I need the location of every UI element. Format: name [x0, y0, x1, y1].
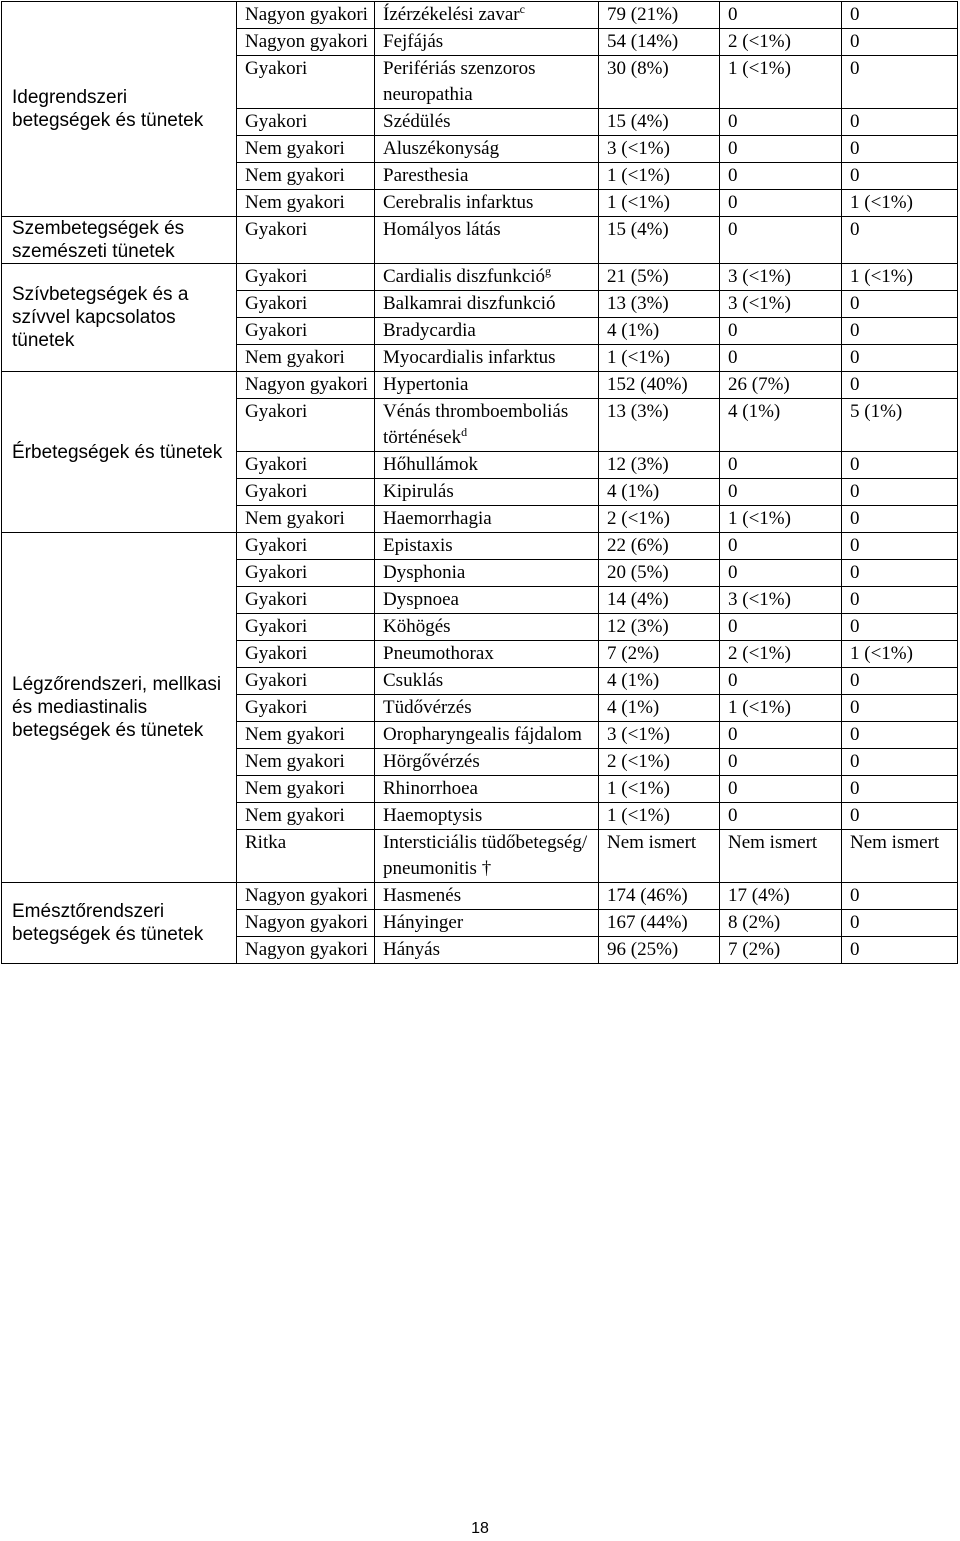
count-cell-1: 22 (6%) — [599, 533, 720, 560]
count-cell-2: 0 — [720, 749, 842, 776]
count-cell-3: 5 (1%) — [842, 399, 958, 452]
count-cell-1: 15 (4%) — [599, 217, 720, 264]
adverse-event-cell — [375, 587, 599, 614]
count-cell-2: 3 (<1%) — [720, 264, 842, 291]
table-row — [2, 533, 958, 560]
adverse-event-name: Csuklás — [383, 670, 444, 691]
frequency-cell: Gyakori — [237, 318, 375, 345]
adverse-event-name: Aluszékonyság — [383, 138, 500, 159]
adverse-event-name: Hypertonia — [383, 374, 469, 395]
count-cell-2: 0 — [720, 452, 842, 479]
frequency-cell: Gyakori — [237, 217, 375, 264]
frequency-cell: Nem gyakori — [237, 163, 375, 190]
count-cell-2: 0 — [720, 803, 842, 830]
table-body — [2, 2, 958, 964]
table-row — [2, 372, 958, 399]
adverse-event-cell — [375, 372, 599, 399]
adverse-event-cell — [375, 56, 599, 109]
adverse-event-name: Kipirulás — [383, 481, 454, 502]
adverse-event-cell — [375, 695, 599, 722]
count-cell-1: Nem ismert — [599, 830, 720, 883]
count-cell-2: Nem ismert — [720, 830, 842, 883]
organ-class-cell: Érbetegségek és tünetek — [2, 372, 237, 533]
frequency-cell: Gyakori — [237, 264, 375, 291]
count-cell-2: 1 (<1%) — [720, 56, 842, 109]
frequency-cell: Gyakori — [237, 452, 375, 479]
adverse-event-name: Oropharyngealis fájdalom — [383, 724, 582, 745]
count-cell-2: 0 — [720, 776, 842, 803]
adverse-event-cell — [375, 136, 599, 163]
organ-class-cell: Szívbetegségek és a szívvel kapcsolatos tünetek — [2, 264, 237, 372]
count-cell-1: 1 (<1%) — [599, 803, 720, 830]
count-cell-2: 0 — [720, 668, 842, 695]
adverse-event-cell — [375, 452, 599, 479]
count-cell-3: 0 — [842, 668, 958, 695]
count-cell-1: 4 (1%) — [599, 479, 720, 506]
count-cell-1: 152 (40%) — [599, 372, 720, 399]
count-cell-3: 0 — [842, 776, 958, 803]
adverse-event-name: Hörgővérzés — [383, 751, 480, 772]
table-row — [2, 217, 958, 264]
count-cell-1: 30 (8%) — [599, 56, 720, 109]
count-cell-3: 1 (<1%) — [842, 264, 958, 291]
count-cell-1: 1 (<1%) — [599, 776, 720, 803]
organ-class-cell: Emésztőrendszeri betegségek és tünetek — [2, 883, 237, 964]
count-cell-3: 0 — [842, 937, 958, 964]
count-cell-2: 0 — [720, 560, 842, 587]
frequency-cell: Ritka — [237, 830, 375, 883]
count-cell-2: 0 — [720, 318, 842, 345]
adverse-event-cell — [375, 641, 599, 668]
frequency-cell: Nem gyakori — [237, 136, 375, 163]
count-cell-2: 4 (1%) — [720, 399, 842, 452]
frequency-cell: Gyakori — [237, 291, 375, 318]
adverse-event-cell — [375, 29, 599, 56]
adverse-event-cell — [375, 190, 599, 217]
count-cell-2: 0 — [720, 479, 842, 506]
count-cell-3: 0 — [842, 722, 958, 749]
adverse-event-name: Hőhullámok — [383, 454, 478, 475]
count-cell-2: 17 (4%) — [720, 883, 842, 910]
count-cell-2: 0 — [720, 163, 842, 190]
count-cell-1: 12 (3%) — [599, 452, 720, 479]
count-cell-2: 3 (<1%) — [720, 587, 842, 614]
count-cell-3: 0 — [842, 2, 958, 29]
adverse-event-name: Perifériás szenzoros neuropathia — [383, 58, 536, 105]
page-number: 18 — [471, 1520, 489, 1537]
adverse-event-cell — [375, 910, 599, 937]
count-cell-3: 0 — [842, 163, 958, 190]
organ-class-cell: Szembetegségek és szemészeti tünetek — [2, 217, 237, 264]
frequency-cell: Gyakori — [237, 56, 375, 109]
adverse-event-cell — [375, 264, 599, 291]
adverse-event-cell — [375, 533, 599, 560]
adverse-event-name: Dyspnoea — [383, 589, 459, 610]
adverse-event-cell — [375, 749, 599, 776]
count-cell-3: 0 — [842, 345, 958, 372]
frequency-cell: Nagyon gyakori — [237, 2, 375, 29]
adverse-event-cell — [375, 614, 599, 641]
count-cell-1: 2 (<1%) — [599, 749, 720, 776]
count-cell-3: 0 — [842, 452, 958, 479]
adverse-event-name: Intersticiális tüdőbetegség/ pneumonitis † — [383, 832, 588, 879]
frequency-cell: Nagyon gyakori — [237, 372, 375, 399]
frequency-cell: Nagyon gyakori — [237, 29, 375, 56]
adverse-events-table — [1, 1, 958, 964]
count-cell-3: 0 — [842, 136, 958, 163]
count-cell-2: 1 (<1%) — [720, 695, 842, 722]
frequency-cell: Gyakori — [237, 533, 375, 560]
frequency-cell: Gyakori — [237, 560, 375, 587]
frequency-cell: Gyakori — [237, 587, 375, 614]
frequency-cell: Nem gyakori — [237, 506, 375, 533]
frequency-cell: Nem gyakori — [237, 749, 375, 776]
count-cell-1: 2 (<1%) — [599, 506, 720, 533]
count-cell-1: 13 (3%) — [599, 399, 720, 452]
count-cell-1: 96 (25%) — [599, 937, 720, 964]
count-cell-2: 0 — [720, 136, 842, 163]
count-cell-2: 0 — [720, 217, 842, 264]
organ-class-cell: Idegrendszeri betegségek és tünetek — [2, 2, 237, 217]
adverse-event-cell — [375, 109, 599, 136]
frequency-cell: Gyakori — [237, 668, 375, 695]
count-cell-3: Nem ismert — [842, 830, 958, 883]
frequency-cell: Nagyon gyakori — [237, 883, 375, 910]
adverse-event-name: Ízérzékelési zavar — [383, 4, 520, 25]
count-cell-1: 1 (<1%) — [599, 163, 720, 190]
frequency-cell: Nem gyakori — [237, 776, 375, 803]
adverse-event-name: Szédülés — [383, 111, 451, 132]
adverse-event-name: Bradycardia — [383, 320, 476, 341]
adverse-event-name: Paresthesia — [383, 165, 469, 186]
count-cell-1: 167 (44%) — [599, 910, 720, 937]
frequency-cell: Nem gyakori — [237, 803, 375, 830]
count-cell-3: 0 — [842, 614, 958, 641]
frequency-cell: Nem gyakori — [237, 190, 375, 217]
count-cell-2: 0 — [720, 345, 842, 372]
adverse-event-cell — [375, 776, 599, 803]
count-cell-3: 0 — [842, 29, 958, 56]
adverse-event-cell — [375, 668, 599, 695]
footnote-marker: d — [461, 425, 468, 439]
adverse-event-cell — [375, 217, 599, 264]
adverse-event-name: Köhögés — [383, 616, 451, 637]
count-cell-1: 3 (<1%) — [599, 136, 720, 163]
adverse-event-name: Haemorrhagia — [383, 508, 492, 529]
frequency-cell: Gyakori — [237, 479, 375, 506]
count-cell-1: 3 (<1%) — [599, 722, 720, 749]
frequency-cell: Nem gyakori — [237, 722, 375, 749]
adverse-event-cell — [375, 2, 599, 29]
count-cell-3: 0 — [842, 372, 958, 399]
count-cell-1: 54 (14%) — [599, 29, 720, 56]
adverse-event-cell — [375, 830, 599, 883]
count-cell-2: 2 (<1%) — [720, 641, 842, 668]
count-cell-3: 0 — [842, 749, 958, 776]
frequency-cell: Nagyon gyakori — [237, 937, 375, 964]
count-cell-2: 0 — [720, 190, 842, 217]
count-cell-3: 0 — [842, 479, 958, 506]
table-row — [2, 2, 958, 29]
frequency-cell: Gyakori — [237, 695, 375, 722]
adverse-event-cell — [375, 937, 599, 964]
count-cell-3: 0 — [842, 695, 958, 722]
frequency-cell: Gyakori — [237, 399, 375, 452]
adverse-event-name: Hányinger — [383, 912, 464, 933]
adverse-event-cell — [375, 883, 599, 910]
count-cell-3: 0 — [842, 291, 958, 318]
count-cell-1: 79 (21%) — [599, 2, 720, 29]
count-cell-3: 1 (<1%) — [842, 190, 958, 217]
count-cell-2: 0 — [720, 109, 842, 136]
count-cell-1: 174 (46%) — [599, 883, 720, 910]
count-cell-3: 0 — [842, 109, 958, 136]
table-row — [2, 883, 958, 910]
adverse-event-name: Homályos látás — [383, 219, 501, 240]
adverse-event-name: Hasmenés — [383, 885, 462, 906]
count-cell-1: 13 (3%) — [599, 291, 720, 318]
count-cell-3: 0 — [842, 217, 958, 264]
adverse-event-name: Rhinorrhoea — [383, 778, 478, 799]
adverse-event-cell — [375, 399, 599, 452]
frequency-cell: Gyakori — [237, 641, 375, 668]
adverse-event-name: Hányás — [383, 939, 440, 960]
adverse-event-cell — [375, 291, 599, 318]
count-cell-1: 4 (1%) — [599, 668, 720, 695]
adverse-event-name: Pneumothorax — [383, 643, 494, 664]
count-cell-3: 0 — [842, 883, 958, 910]
adverse-event-cell — [375, 506, 599, 533]
count-cell-2: 2 (<1%) — [720, 29, 842, 56]
count-cell-2: 8 (2%) — [720, 910, 842, 937]
count-cell-2: 7 (2%) — [720, 937, 842, 964]
adverse-event-cell — [375, 345, 599, 372]
count-cell-1: 1 (<1%) — [599, 190, 720, 217]
adverse-event-name: Balkamrai diszfunkció — [383, 293, 556, 314]
count-cell-1: 15 (4%) — [599, 109, 720, 136]
count-cell-1: 1 (<1%) — [599, 345, 720, 372]
adverse-event-name: Cerebralis infarktus — [383, 192, 534, 213]
count-cell-3: 0 — [842, 56, 958, 109]
count-cell-2: 0 — [720, 722, 842, 749]
count-cell-1: 4 (1%) — [599, 318, 720, 345]
adverse-event-cell — [375, 479, 599, 506]
adverse-event-cell — [375, 803, 599, 830]
adverse-event-cell — [375, 163, 599, 190]
frequency-cell: Gyakori — [237, 109, 375, 136]
organ-class-cell: Légzőrendszeri, mellkasi és mediastinalis betegségek és tünetek — [2, 533, 237, 883]
frequency-cell: Nem gyakori — [237, 345, 375, 372]
table-row — [2, 264, 958, 291]
count-cell-2: 0 — [720, 2, 842, 29]
footnote-marker: c — [519, 2, 525, 16]
frequency-cell: Nagyon gyakori — [237, 910, 375, 937]
adverse-event-name: Vénás thromboemboliás történések — [383, 401, 569, 448]
adverse-event-name: Haemoptysis — [383, 805, 483, 826]
count-cell-3: 0 — [842, 910, 958, 937]
count-cell-1: 12 (3%) — [599, 614, 720, 641]
adverse-event-name: Tüdővérzés — [383, 697, 472, 718]
count-cell-1: 20 (5%) — [599, 560, 720, 587]
frequency-cell: Gyakori — [237, 614, 375, 641]
adverse-event-name: Dysphonia — [383, 562, 466, 583]
count-cell-2: 3 (<1%) — [720, 291, 842, 318]
count-cell-3: 0 — [842, 560, 958, 587]
adverse-event-name: Epistaxis — [383, 535, 453, 556]
adverse-event-cell — [375, 560, 599, 587]
count-cell-3: 0 — [842, 506, 958, 533]
adverse-event-name: Myocardialis infarktus — [383, 347, 556, 368]
count-cell-3: 0 — [842, 803, 958, 830]
count-cell-2: 26 (7%) — [720, 372, 842, 399]
count-cell-2: 1 (<1%) — [720, 506, 842, 533]
count-cell-2: 0 — [720, 533, 842, 560]
count-cell-2: 0 — [720, 614, 842, 641]
adverse-event-cell — [375, 722, 599, 749]
adverse-event-name: Cardialis diszfunkció — [383, 266, 545, 287]
count-cell-1: 7 (2%) — [599, 641, 720, 668]
count-cell-3: 1 (<1%) — [842, 641, 958, 668]
count-cell-1: 4 (1%) — [599, 695, 720, 722]
count-cell-1: 21 (5%) — [599, 264, 720, 291]
count-cell-3: 0 — [842, 318, 958, 345]
count-cell-3: 0 — [842, 587, 958, 614]
count-cell-3: 0 — [842, 533, 958, 560]
adverse-event-name: Fejfájás — [383, 31, 444, 52]
adverse-event-cell — [375, 318, 599, 345]
count-cell-1: 14 (4%) — [599, 587, 720, 614]
footnote-marker: g — [545, 264, 551, 278]
